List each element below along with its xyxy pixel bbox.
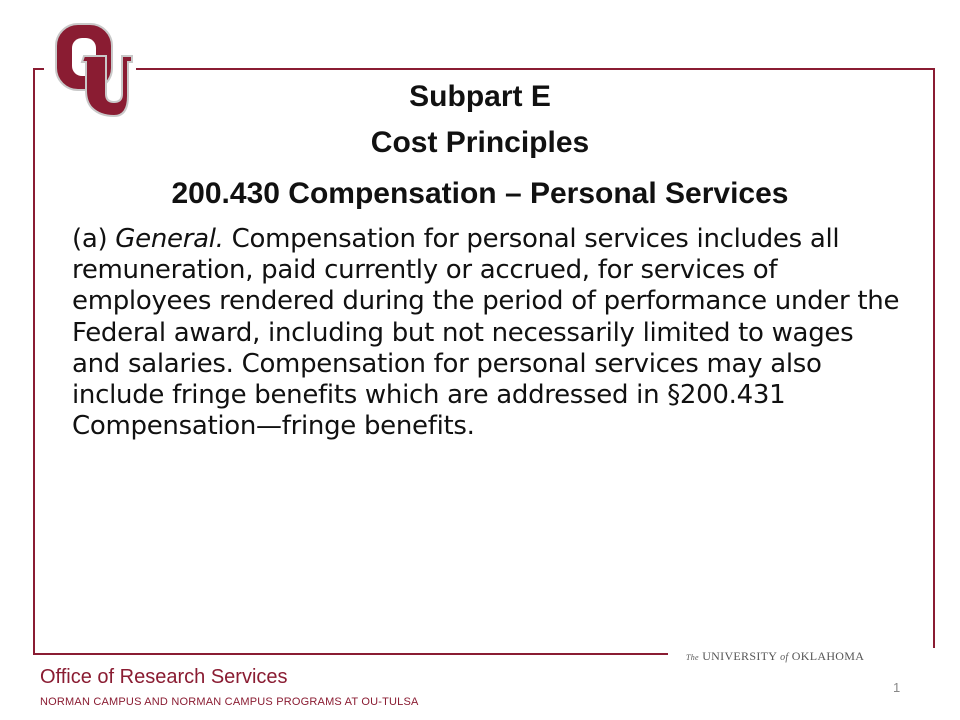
- body-rest: Compensation for personal services includes all remuneration, paid currently or accrued, for services of employees rendered during the period of performance under the Federal award, including but not necessarily limited to wages and salaries. Compensation for personal services may also include fringe benefits which are addressed in §200.431 Compensation—fringe benefits.: [72, 224, 900, 442]
- slide-number: 1: [893, 680, 901, 695]
- wordmark-of: of: [780, 652, 789, 663]
- body-italic-term: General.: [115, 224, 224, 254]
- wordmark-the: The: [686, 653, 699, 662]
- slide-title-section: 200.430 Compensation – Personal Services: [171, 177, 789, 210]
- campus-line: NORMAN CAMPUS AND NORMAN CAMPUS PROGRAMS AT OU-TULSA: [40, 696, 419, 708]
- wordmark-university: UNIVERSITY: [702, 649, 777, 663]
- wordmark-oklahoma: OKLAHOMA: [791, 649, 865, 663]
- office-name: Office of Research Services: [40, 666, 288, 688]
- body-prefix: (a): [72, 224, 116, 254]
- slide-title-subpart: Subpart E: [409, 80, 551, 113]
- university-wordmark: [686, 649, 864, 663]
- slide-title-cost-principles: Cost Principles: [370, 126, 590, 159]
- body-paragraph: [72, 224, 908, 442]
